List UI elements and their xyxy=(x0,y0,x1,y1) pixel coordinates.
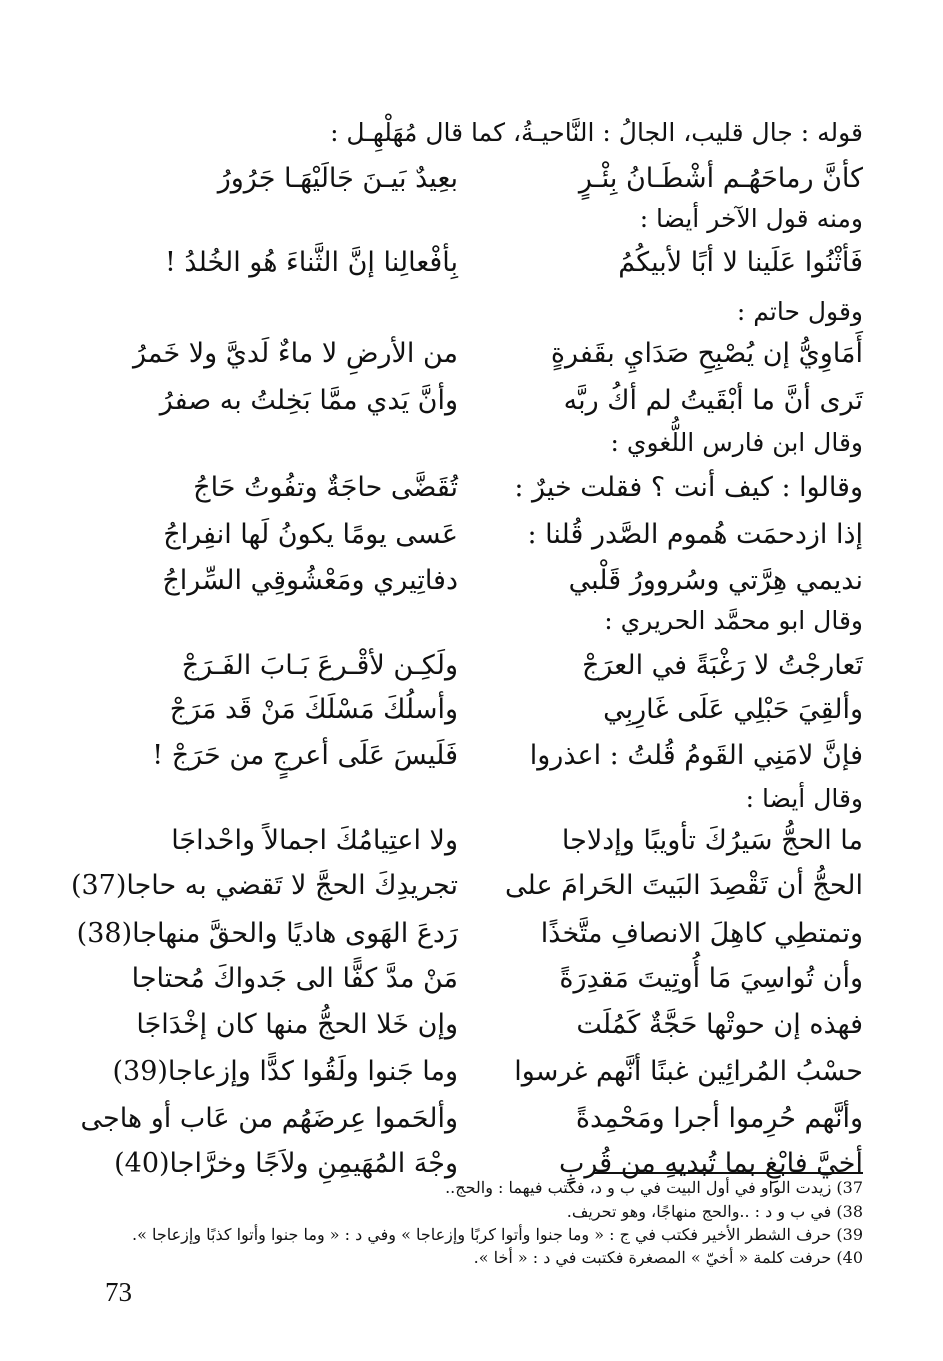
verse-line xyxy=(76,915,863,953)
verse-second-hemistich: تُقَضَّى حاجَةٌ وتفُوتُ حَاجُ xyxy=(193,472,458,503)
verse-first-hemistich: فهذه إن حوتْها حَجَّةٌ كَمُلَت xyxy=(576,1009,863,1040)
verse-line xyxy=(103,244,863,282)
verse-line xyxy=(103,335,863,373)
verse-second-hemistich: مَنْ مدَّ كفًّا الى جَدواكَ مُحتاجا xyxy=(131,963,458,994)
footnote-line: 40) حرفت كلمة « أخيّ » المصغرة فكتبت في د : « أخا ». xyxy=(473,1248,863,1267)
verse-second-hemistich: ولَكِـن لأقْـرعَ بَـابَ الفَـرَجْ xyxy=(181,650,458,681)
verse-first-hemistich: أخيَّ فابْغِ بما تُبديهِ من قُربٍ xyxy=(558,1148,863,1179)
verse-first-hemistich: فَأثْنُوا عَلَينا لا أبًا لأبيكُمُ xyxy=(618,247,863,278)
verse-second-hemistich: وأنَّ يَدي ممَّا بَخِلتُ به صفرُ xyxy=(159,385,458,416)
verse-second-hemistich: وأسلُكَ مَسْلَكَ مَنْ قَد مَرَجْ xyxy=(169,694,458,725)
verse-second-hemistich: وجْهَ المُهَيمِنِ ولاَجًا وخرَّاجا(40) xyxy=(114,1148,458,1179)
footnote-line: 38) في ب و د : ..والحج منهاجًا، وهو تحريف. xyxy=(566,1202,863,1221)
verse-first-hemistich: الحجُّ أن تَقْصِدَ البَيتَ الحَرامَ على xyxy=(505,870,863,901)
prose-line: ومنه قول الآخر أيضا : xyxy=(639,204,863,233)
verse-second-hemistich: من الأرضِ لا ماءٌ لَديَّ ولا خَمرُ xyxy=(132,338,458,369)
verse-second-hemistich: ولا اعتِيامُكَ اجمالاً واحْداجَا xyxy=(171,825,458,856)
verse-second-hemistich: وما جَنوا ولَقُوا كدًّا وإزعاجا(39) xyxy=(112,1056,458,1087)
verse-first-hemistich: حسْبُ المُرائِين غبنًا أنَّهم غرسوا xyxy=(514,1056,863,1087)
verse-first-hemistich: وأن تُواسِيَ مَا أُوتِيتَ مَقدِرَةً xyxy=(559,963,863,994)
verse-line xyxy=(103,1006,863,1044)
verse-second-hemistich: وألحَموا عِرضَهُم من عَاب أو هاجى xyxy=(80,1103,458,1134)
verse-line xyxy=(103,737,863,775)
verse-first-hemistich: وقالوا : كيف أنت ؟ فقلت خيرٌ : xyxy=(514,472,863,503)
page-number: 73 xyxy=(105,1277,132,1307)
verse-line xyxy=(103,382,863,420)
verse-line xyxy=(103,516,863,554)
verse-second-hemistich: رَدعَ الهَوى هاديًا والحقَّ منهاجا(38) xyxy=(76,918,458,949)
verse-first-hemistich: تَعارجْتُ لا رَغْبَةً في العرَجْ xyxy=(581,650,863,681)
verse-line xyxy=(103,469,863,507)
verse-line xyxy=(103,160,863,198)
verse-first-hemistich: فإنَّ لامَنِي القَومُ قُلتُ : اعذروا xyxy=(529,740,863,771)
prose-line: وقال ابن فارس اللُّغوي : xyxy=(610,428,863,457)
verse-second-hemistich: بعِيدٌ بَيـنَ جَالَيْهَـا جَرُورُ xyxy=(217,163,458,194)
verse-first-hemistich: إذا ازدحمَت هُموم الصَّدر قُلنا : xyxy=(527,519,863,550)
verse-second-hemistich: دفاتِيري ومَعْشُوقِي السِّراجُ xyxy=(162,565,458,596)
verse-second-hemistich: وإن خَلا الحجُّ منها كان إخْدَاجَا xyxy=(136,1009,458,1040)
verse-first-hemistich: نديمي هِرَّتي وسُروورُ قَلْبي xyxy=(568,565,863,596)
verse-first-hemistich: تَرى أنَّ ما أبْقَيتُ لم أكُ ربَّه xyxy=(563,385,863,416)
footnote-line: 37) زيدت الواو في أول البيت في ب و د، فكتب فيهما : والحج.. xyxy=(445,1178,863,1197)
verse-line xyxy=(103,647,863,685)
footnote-line: 39) حرف الشطر الأخير فكتب في ج : « وما جنوا وأتوا كربًا وإزعاجا » وفي د : « وما جنوا وأتوا كذبًا وإزعاجا ». xyxy=(132,1225,863,1244)
verse-first-hemistich: وتمتطِي كاهِلَ الانصافِ متَّخذًا xyxy=(540,918,863,949)
verse-first-hemistich: وألقِيَ حَبْلِي عَلَى غَارِبِي xyxy=(603,694,863,725)
verse-second-hemistich: عَسى يومًا يكونُ لَها انفِراجُ xyxy=(163,519,458,550)
footnote-separator xyxy=(593,1172,863,1174)
verse-first-hemistich: ما الحجُّ سَيرُكَ تأويبًا وإدلاجا xyxy=(561,825,863,856)
verse-first-hemistich: وأنَّهم حُرِموا أجرا ومَحْمِدةً xyxy=(575,1103,863,1134)
verse-line xyxy=(70,867,863,905)
verse-line xyxy=(103,691,863,729)
verse-first-hemistich: كأنَّ رماحَهُـم أشْطَـانُ بِئْـرٍ xyxy=(578,163,863,194)
verse-second-hemistich: فَلَيسَ عَلَى أعرجٍ من حَرَجْ ! xyxy=(152,740,458,771)
prose-line: وقول حاتم : xyxy=(736,297,863,326)
verse-first-hemistich: أَمَاوِيُّ إن يُصْبِحِ صَدَايِ بقَفرةٍ xyxy=(550,338,863,369)
prose-line: وقال أيضا : xyxy=(745,784,863,813)
verse-line xyxy=(103,562,863,600)
verse-line xyxy=(103,960,863,998)
verse-second-hemistich: بِأفْعالِنا إنَّ الثَّناءَ هُو الخُلدُ ! xyxy=(165,247,458,278)
verse-second-hemistich: تجريدِكَ الحجَّ لا تَقضي به حاجا(37) xyxy=(70,870,458,901)
verse-line xyxy=(103,1053,863,1091)
prose-line: وقال ابو محمَّد الحريري : xyxy=(604,606,863,635)
prose-line: قوله : جال قليب، الجالُ : النَّاحيـةُ، كما قال مُهَلْهِـل : xyxy=(330,118,863,147)
verse-line xyxy=(80,1100,863,1138)
verse-line xyxy=(103,822,863,860)
